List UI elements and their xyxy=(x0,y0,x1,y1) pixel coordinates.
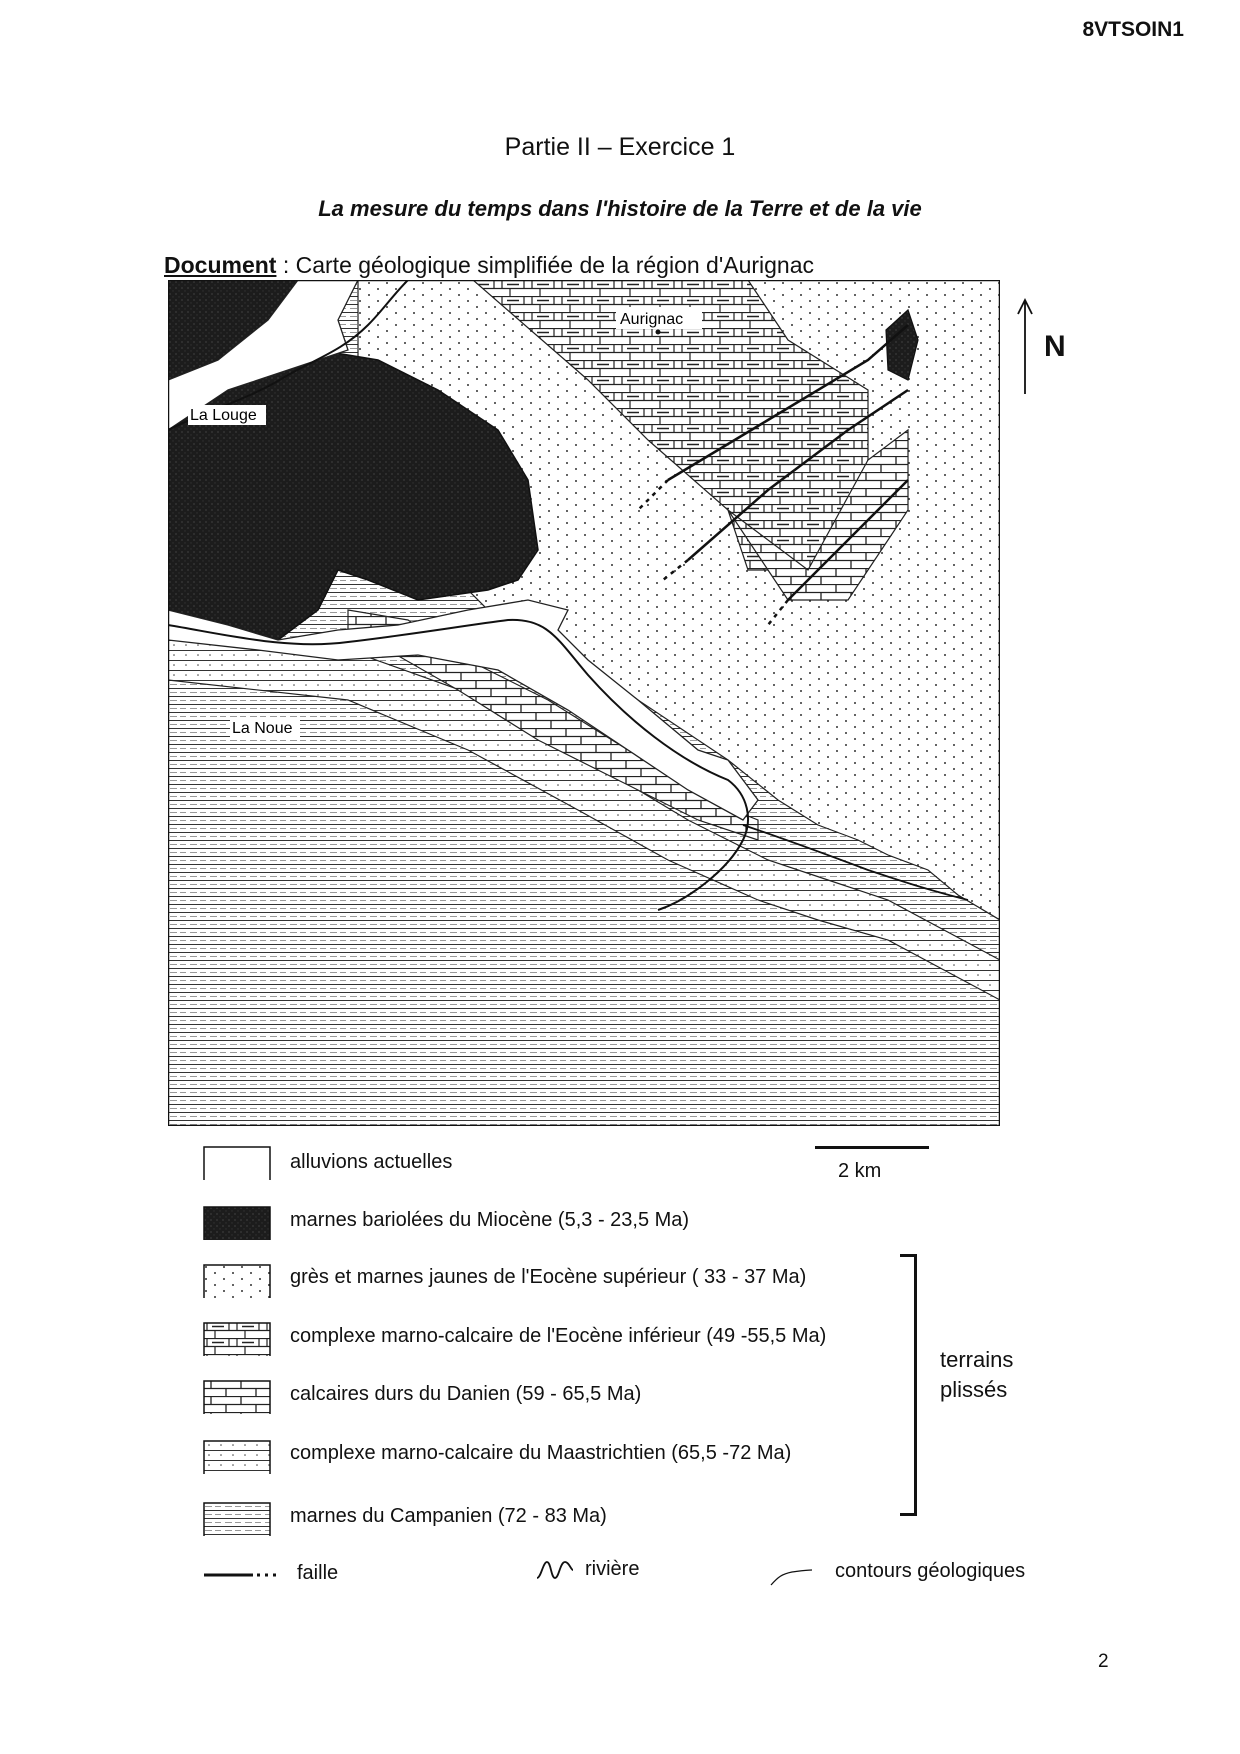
legend-swatch-eocene-inferieur xyxy=(203,1322,271,1356)
legend-swatch-miocene xyxy=(203,1206,271,1240)
legend-label-danien: calcaires durs du Danien (59 - 65,5 Ma) xyxy=(290,1383,642,1405)
fault-symbol-icon xyxy=(203,1568,279,1582)
river-symbol-icon xyxy=(535,1558,575,1582)
legend-label-miocene: marnes bariolées du Miocène (5,3 - 23,5 Ma) xyxy=(290,1209,690,1231)
document-caption-text: : Carte géologique simplifiée de la région d'Aurignac xyxy=(276,252,814,278)
legend-swatch-alluvions xyxy=(203,1146,271,1180)
part-title: Partie II – Exercice 1 xyxy=(504,133,736,161)
river-symbol-label: rivière xyxy=(585,1558,640,1580)
legend-swatch-danien xyxy=(203,1380,271,1414)
scale-label: 2 km xyxy=(838,1160,882,1182)
place-la-louge: La Louge xyxy=(190,407,257,424)
legend-swatch-eocene-superieur xyxy=(203,1264,271,1298)
document-label: Document xyxy=(164,252,277,278)
fault-symbol-label: faille xyxy=(297,1562,339,1584)
aurignac-marker xyxy=(656,330,661,335)
north-arrow-icon xyxy=(1010,296,1040,396)
exercise-subtitle: La mesure du temps dans l'histoire de la Terre et de la vie xyxy=(318,196,922,221)
page-number: 2 xyxy=(1098,1651,1109,1672)
contour-symbol-icon xyxy=(768,1562,814,1588)
contour-symbol-label: contours géologiques xyxy=(835,1560,1026,1582)
north-label: N xyxy=(1044,330,1066,363)
legend-label-eocene-superieur: grès et marnes jaunes de l'Eocène supérieur ( 33 - 37 Ma) xyxy=(290,1266,807,1288)
place-la-noue: La Noue xyxy=(232,720,293,737)
document-code: 8VTSOIN1 xyxy=(1082,18,1184,41)
legend-label-maastrichtien: complexe marno-calcaire du Maastrichtien (65,5 -72 Ma) xyxy=(290,1442,792,1464)
folded-terrains-bracket xyxy=(900,1254,917,1516)
folded-terrains-label-line2: plissés xyxy=(940,1377,1008,1402)
folded-terrains-label-line1: terrains xyxy=(940,1347,1014,1372)
scale-bar xyxy=(815,1146,929,1149)
place-aurignac: Aurignac xyxy=(620,311,684,328)
folded-terrains-label xyxy=(940,1345,1013,1405)
document-caption xyxy=(164,252,814,279)
legend-swatch-maastrichtien xyxy=(203,1440,271,1474)
legend-label-eocene-inferieur: complexe marno-calcaire de l'Eocène inférieur (49 -55,5 Ma) xyxy=(290,1325,827,1347)
legend-label-alluvions: alluvions actuelles xyxy=(290,1151,453,1173)
legend-label-campanien: marnes du Campanien (72 - 83 Ma) xyxy=(290,1505,607,1527)
legend-swatch-campanien xyxy=(203,1502,271,1536)
geological-map xyxy=(168,280,1000,1126)
